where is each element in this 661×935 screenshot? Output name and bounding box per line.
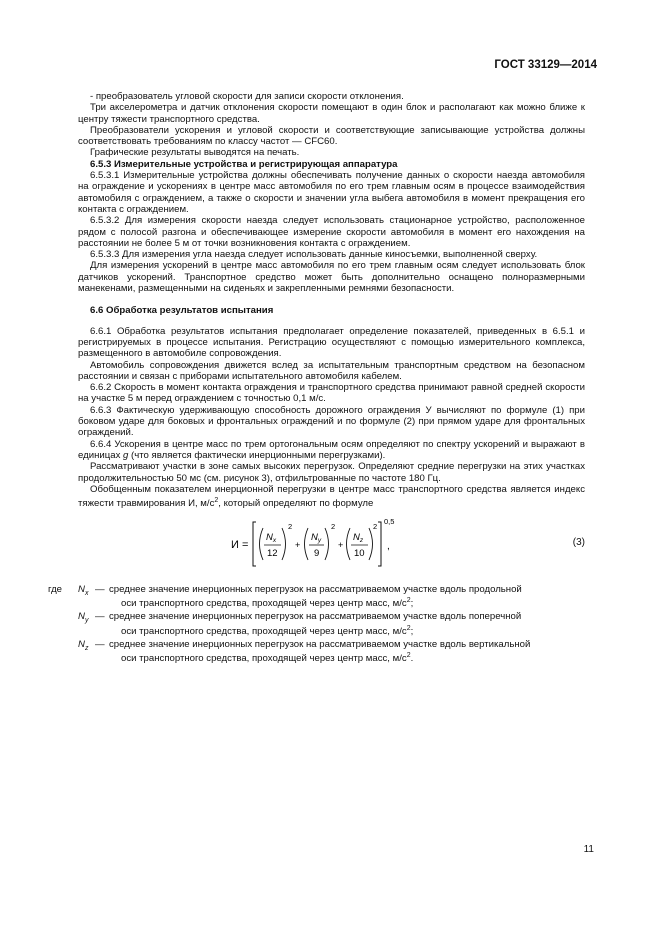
definition-item: [48, 584, 585, 610]
definition-item: [48, 611, 585, 637]
power-0-5: 0,5: [384, 516, 395, 526]
outer-bracket-left: [253, 522, 256, 566]
paren-right-x: [282, 528, 286, 560]
paragraph: 6.5.3.1 Измерительные устройства должны обеспечивать получение данных о скорости наезда автомобиля на ограждение и ускорениях в центре масс автомобиля по его трем главным осям в процессе взаимодействия автомобиля с ограждением, а также о скорости и значении угла выбега автомобиля в момент прекращения его контакта с ограждением.: [78, 170, 585, 215]
section-heading-6-6: 6.6 Обработка результатов испытания: [90, 305, 274, 317]
paragraph: [78, 439, 585, 462]
paragraph: 6.5.3.2 Для измерения скорости наезда следует использовать стационарное устройство, расположенное рядом с полосой разгона и обеспечивающее измерение скорости автомобиля в момент его нахождения на расстоянии не более 5 м от точки возникновения контакта с ограждением.: [78, 215, 585, 249]
formula-block: [78, 516, 585, 572]
power-2-x: 2: [288, 521, 293, 531]
denominator-x: 12: [267, 547, 278, 559]
definition-text: среднее значение инерционных перегрузок на рассматриваемом участке вдоль вертикальной оси транспортного средства, проходящей через центр масс, $м/с^2$.: [109, 639, 531, 665]
definition-text: среднее значение инерционных перегрузок на рассматриваемом участке вдоль продольной оси транспортного средства, проходящей через центр масс, $м/с^2$;: [109, 583, 522, 610]
paren-right-z: [369, 528, 373, 560]
paragraph: Автомобиль сопровождения движется вслед за испытательным транспортным средством на безопасном расстоянии и связан с приборами испытательного автомобиля кабелем.: [78, 359, 585, 382]
nx-symbol: $N_x$: [266, 531, 277, 544]
injury-index-formula: [78, 516, 585, 572]
plus-sign: +: [338, 539, 344, 550]
page-number: 11: [583, 844, 594, 855]
dash: —: [95, 611, 105, 623]
paragraph: [78, 484, 585, 510]
definitions-list: [48, 584, 585, 665]
where-label: [48, 611, 78, 637]
paragraph: Преобразователи ускорения и угловой скорости и соответствующие записывающие устройства должны соответствовать требованиям по классу частот — CFC60.: [78, 124, 585, 148]
paragraph: 6.5.3.3 Для измерения угла наезда следует использовать данные киносъемки, выполненной сверху.: [90, 249, 538, 261]
definition-item: [48, 639, 585, 665]
paragraph: Рассматривают участки в зоне самых высоких перегрузок. Определяют средние перегрузки на этих участках продолжительностью 50 мс (см. рисунок 3), отфильтрованные по частоте 180 Гц.: [78, 461, 585, 484]
dash: —: [95, 639, 105, 651]
outer-bracket-right: [378, 522, 381, 566]
paragraph: 6.6.1 Обработка результатов испытания предполагает определение показателей, приведенных в 6.5.1 и регистрируемых в процессе испытания. Регистрацию осуществляют с помощью измерительного комплекса, размещенного в автомобиле сопровождения.: [78, 325, 585, 360]
text-span: Обобщенным показателем инерционной перегрузки в центре масс транспортного средства является индекс тяжести травмирования И, м/с: [78, 483, 585, 510]
dash: —: [95, 583, 105, 595]
text-span: (что является фактически инерционными перегрузками).: [128, 449, 386, 461]
denominator-y: 9: [314, 547, 320, 559]
nz-symbol: $N_z$: [353, 531, 364, 544]
power-2-y: 2: [331, 521, 336, 531]
superscript: 2: [214, 497, 219, 505]
plus-sign: +: [295, 539, 301, 550]
paragraph: Три акселерометра и датчик отклонения скорости помещают в один блок и располагают как можно ближе к центру тяжести транспортного средства.: [78, 102, 585, 125]
section-heading-6-5-3: 6.5.3 Измерительные устройства и регистрирующая аппаратура: [90, 158, 398, 170]
text-span: , который определяют по формуле: [218, 498, 374, 510]
paren-left-x: [260, 528, 264, 560]
definition-symbol: $N_z$: [78, 639, 89, 653]
formula-comma: ,: [387, 540, 390, 552]
paren-right-y: [325, 528, 329, 560]
denominator-z: 10: [354, 547, 365, 559]
document-code: ГОСТ 33129—2014: [494, 59, 597, 71]
paragraph: Для измерения ускорений в центре масс автомобиля по его трем главным осям следует использовать блок датчиков ускорений. Транспортное средство может быть дополнительно оснащено полноразмерными манекенами, размещенными на сиденьях и закрепленными ремнями безопасности.: [78, 260, 585, 295]
formula-lhs: И =: [231, 538, 249, 551]
paren-left-y: [305, 528, 309, 560]
definition-symbol: $N_x$: [78, 583, 89, 597]
where-label: [48, 639, 78, 665]
ny-symbol: $N_y$: [311, 531, 322, 544]
paragraph: Графические результаты выводятся на печать.: [90, 147, 300, 159]
g-symbol: g: [123, 449, 129, 461]
paragraph: - преобразователь угловой скорости для записи скорости отклонения.: [90, 91, 404, 102]
text-span: 6.6.4 Ускорения в центре масс по трем ортогональным осям определяют по спектру ускорений и выражают в единицах: [78, 438, 585, 461]
where-label: где: [48, 583, 63, 595]
document-body: [48, 91, 585, 667]
power-2-z: 2: [373, 521, 378, 531]
paragraph: 6.6.3 Фактическую удерживающую способность дорожного ограждения У вычисляют по формуле (1) при боковом ударе для боковых и фронтальных ограждений и по формуле (2) при прямом ударе для фронтальных ограждений.: [78, 404, 585, 439]
definition-text: среднее значение инерционных перегрузок на рассматриваемом участке вдоль поперечной оси транспортного средства, проходящей через центр масс, $м/с^2$;: [109, 611, 522, 637]
formula-number: (3): [572, 536, 585, 548]
paragraph: 6.6.2 Скорость в момент контакта ограждения и транспортного средства принимают равной средней скорости на участке 5 м перед ограждением с точностью 0,1 м/с.: [78, 382, 585, 405]
definition-symbol: $N_y$: [78, 611, 89, 625]
paren-left-z: [347, 528, 351, 560]
